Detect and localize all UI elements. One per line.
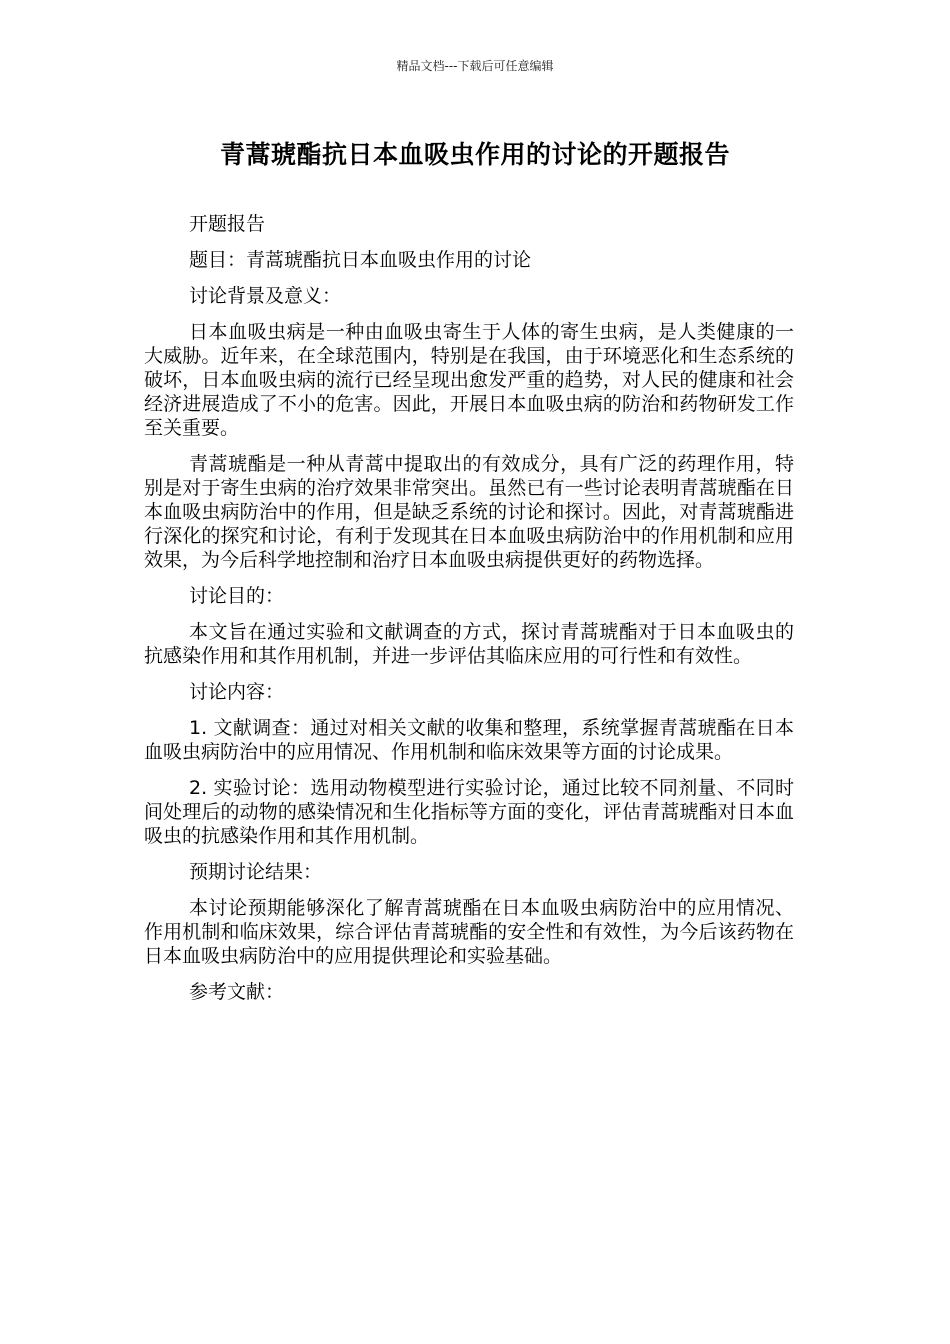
paragraph-background-1: 日本血吸虫病是一种由血吸虫寄生于人体的寄生虫病，是人类健康的一大威胁。近年来，在全球范围内，特别是在我国，由于环境恶化和生态系统的破坏，日本血吸虫病的流行已经呈现出愈发严重的趋势，对人民的健康和社会经济进展造成了不小的危害。因此，开展日本血吸虫病的防治和药物研发工作至关重要。 [144, 321, 794, 439]
heading-purpose: 讨论目的： [189, 585, 285, 607]
document-body [144, 212, 794, 1004]
topic-line: 题目：青蒿琥酯抗日本血吸虫作用的讨论 [189, 249, 532, 271]
paragraph-content-2: 2. 实验讨论：选用动物模型进行实验讨论，通过比较不同剂量、不同时间处理后的动物的感染情况和生化指标等方面的变化，评估青蒿琥酯对日本血吸虫的抗感染作用和其作用机制。 [144, 777, 794, 847]
heading-references: 参考文献： [189, 981, 285, 1003]
heading-expected-results: 预期讨论结果： [189, 861, 323, 883]
page-header: 精品文档---下载后可任意编辑 [396, 59, 554, 73]
section-label-report: 开题报告 [189, 213, 266, 235]
paragraph-background-2: 青蒿琥酯是一种从青蒿中提取出的有效成分，具有广泛的药理作用，特别是对于寄生虫病的治疗效果非常突出。虽然已有一些讨论表明青蒿琥酯在日本血吸虫病防治中的作用，但是缺乏系统的讨论和探讨。因此，对青蒿琥酯进行深化的探究和讨论，有利于发现其在日本血吸虫病防治中的作用机制和应用效果，为今后科学地控制和治疗日本血吸虫病提供更好的药物选择。 [144, 453, 794, 571]
heading-background: 讨论背景及意义： [189, 285, 342, 307]
document-title: 青蒿琥酯抗日本血吸虫作用的讨论的开题报告 [219, 140, 730, 169]
paragraph-purpose: 本文旨在通过实验和文献调查的方式，探讨青蒿琥酯对于日本血吸虫的抗感染作用和其作用机制，并进一步评估其临床应用的可行性和有效性。 [144, 621, 794, 667]
paragraph-expected-results: 本讨论预期能够深化了解青蒿琥酯在日本血吸虫病防治中的应用情况、作用机制和临床效果，综合评估青蒿琥酯的安全性和有效性，为今后该药物在日本血吸虫病防治中的应用提供理论和实验基础。 [144, 897, 794, 967]
heading-content: 讨论内容： [189, 681, 285, 703]
paragraph-content-1: 1. 文献调查：通过对相关文献的收集和整理，系统掌握青蒿琥酯在日本血吸虫病防治中的应用情况、作用机制和临床效果等方面的讨论成果。 [144, 717, 794, 763]
